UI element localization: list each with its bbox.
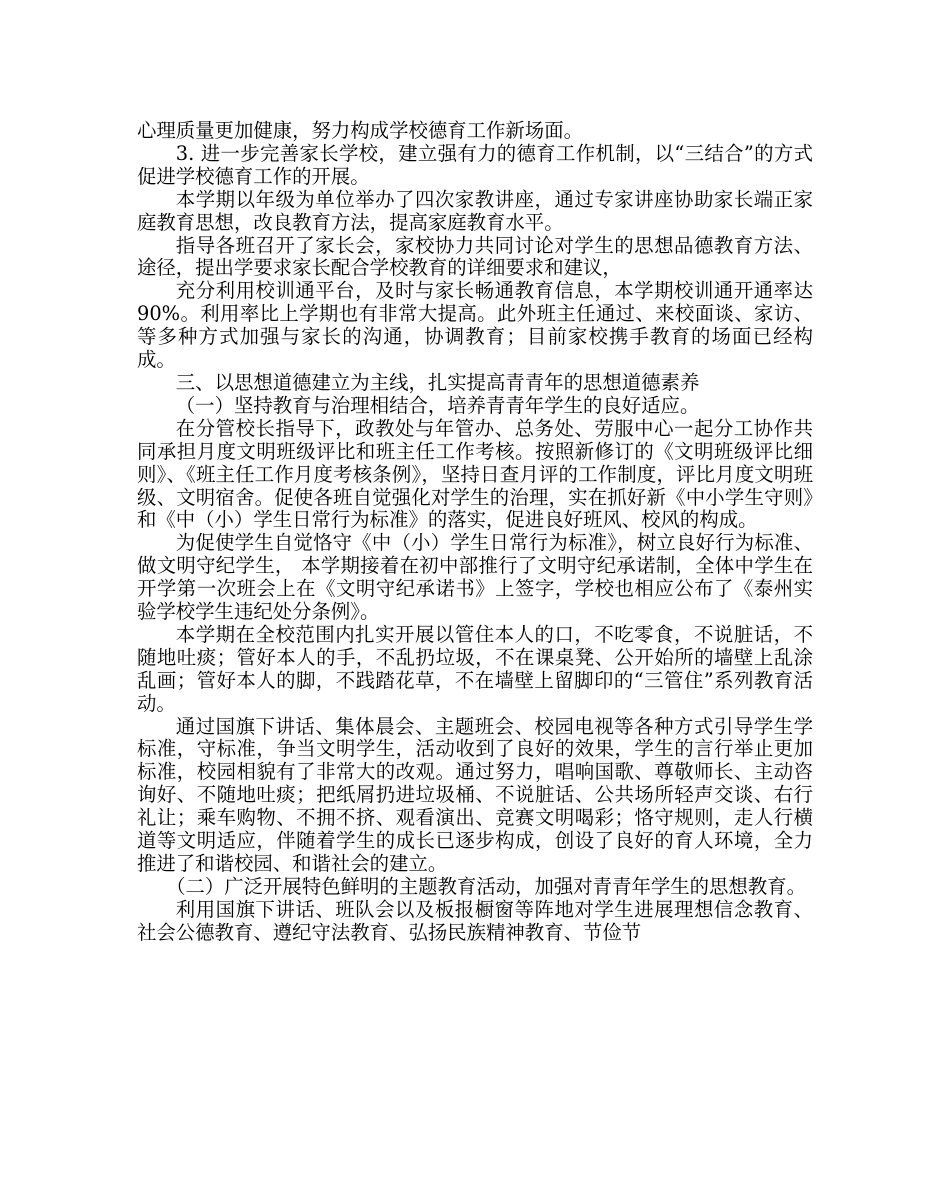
section-heading-3: 三、以思想道德建立为主线，扎实提高青青年的思想道德素养 [175,370,700,394]
paragraph-1: 心理质量更加健康，努力构成学校德育工作新场面。 [137,119,583,142]
paragraph-2: 3. 进一步完善家长学校，建立强有力的德育工作机制，以“三结合”的方式促进学校德育工作的开展。 [137,141,813,188]
paragraph-4: 指导各班召开了家长会，家校协力共同讨论对学生的思想品德教育方法、途径，提出学要求家长配合学校教育的详细要求和建议， [137,233,813,280]
subheading-2: （二）广泛开展特色鲜明的主题教育活动，加强对青青年学生的思想教育。 [166,874,806,898]
paragraph-10: 利用国旗下讲话、班队会以及板报橱窗等阵地对学生进展理想信念教育、社会公德教育、遵纪守法教育、弘扬民族精神教育、节俭节 [137,897,813,944]
paragraph-3: 本学期以年级为单位举办了四次家教讲座，通过专家讲座协助家长端正家庭教育思想，改良教育方法，提高家庭教育水平。 [137,187,813,234]
paragraph-5: 充分利用校训通平台，及时与家长畅通教育信息，本学期校训通开通率达 90%。利用率比上学期也有非常大提高。此外班主任通过、来校面谈、家访、等多种方式加强与家长的沟通，协调教育；目前家校携手教育的场面已经构成。 [137,279,813,372]
paragraph-9: 通过国旗下讲话、集体晨会、主题班会、校园电视等各种方式引导学生学标准，守标准，争当文明学生，活动收到了良好的效果，学生的言行举止更加标准，校园相貌有了非常大的改观。通过努力，唱响国歌、尊敬师长、主动咨询好、不随地吐痰；把纸屑扔进垃圾桶、不说脏话、公共场所轻声交谈、右行礼让；乘车购物、不拥不挤、观看演出、竞赛文明喝彩；恪守规则，走人行横道等文明适应，伴随着学生的成长已逐步构成，创设了良好的育人环境，全力推进了和谐校园、和谐社会的建立。 [137,714,813,875]
paragraph-7: 为促使学生自觉恪守《中（小）学生日常行为标准》，树立良好行为标准、做文明守纪学生， 本学期接着在初中部推行了文明守纪承诺制，全体中学生在开学第一次班会上在《文明守纪承诺书》上签字，学校也相应公布了《泰州实验学校学生违纪处分条例》。 [137,531,813,624]
document-page [137,120,813,945]
subheading-1: （一）坚持教育与治理相结合，培养青青年学生的良好适应。 [175,393,700,417]
paragraph-6: 在分管校长指导下，政教处与年管办、总务处、劳服中心一起分工协作共同承担月度文明班级评比和班主任工作考核。按照新修订的《文明班级评比细则》、《班主任工作月度考核条例》，坚持日查月评的工作制度，评比月度文明班级、文明宿舍。促使各班自觉强化对学生的治理，实在抓好新《中小学生守则》和《中（小）学生日常行为标准》的落实，促进良好班风、校风的构成。 [137,416,813,532]
paragraph-8: 本学期在全校范围内扎实开展以管住本人的口，不吃零食，不说脏话，不随地吐痰；管好本人的手，不乱扔垃圾，不在课桌凳、公开始所的墙壁上乱涂乱画；管好本人的脚，不践踏花草，不在墙壁上留脚印的“三管住”系列教育活动。 [137,622,813,715]
